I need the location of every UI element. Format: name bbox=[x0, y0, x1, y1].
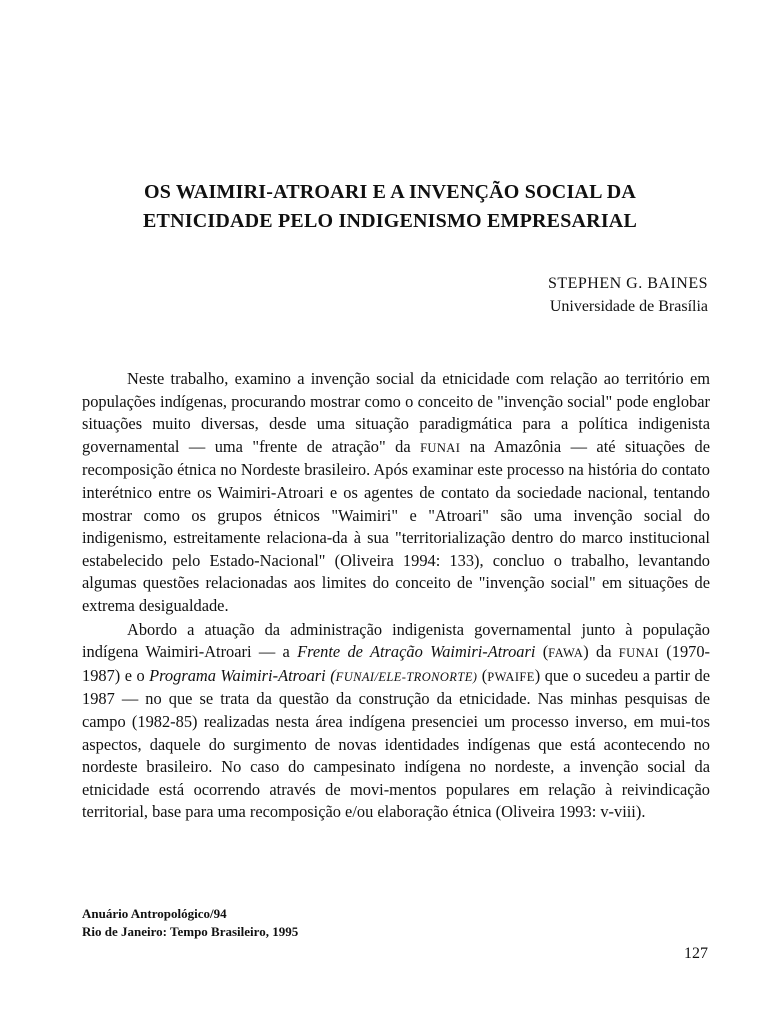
author-name: STEPHEN G. BAINES bbox=[547, 275, 708, 292]
paragraph-2-text-c: ) da bbox=[583, 642, 619, 662]
paragraph-2-text-b: ( bbox=[535, 642, 549, 662]
paragraph-2-text-d: (1970-1987) e o bbox=[82, 642, 710, 685]
page-number: 127 bbox=[684, 945, 708, 962]
article-body bbox=[82, 368, 710, 824]
author-block bbox=[548, 272, 708, 318]
paragraph-2-text-a: Abordo a atuação da administração indigenista governamental junto à população indígena Waimiri-Atroari — a bbox=[82, 619, 710, 662]
funai-abbrev-2: FUNAI bbox=[618, 646, 659, 661]
author-affiliation: Universidade de Brasília bbox=[549, 298, 708, 315]
publisher-line: Rio de Janeiro: Tempo Brasileiro, 1995 bbox=[82, 924, 299, 939]
program-name: Programa Waimiri-Atroari ( bbox=[149, 665, 336, 685]
funai-abbrev: FUNAI bbox=[420, 440, 461, 455]
paragraph-1-text-a: Neste trabalho, examino a invenção social da etnicidade com relação ao território em populações indígenas, procurando mostrar como o conceito de "invenção social" pode englobar situações muito diversas, desde uma situação paradigmática para a política indigenista governamental — uma "frente de atração" da bbox=[82, 369, 710, 456]
fawa-abbrev: FAWA bbox=[548, 646, 584, 661]
pwaife-abbrev: PWAIFE bbox=[487, 669, 535, 684]
paragraph-2-text-f: ) que o sucedeu a partir de 1987 — no que se trata da questão da construção da etnicidade. Nas minhas pesquisas de campo (1982-85) realizadas nesta área indígena presenciei um processo inverso, em mui-tos aspectos, daquele do surgimento de novas identidades indígenas que está acontecendo no nordeste brasileiro. No caso do campesinato indígena no nordeste, a invenção social da etnicidade está ocorrendo através de movi-mentos populares em relação à reivindicação territorial, base para uma recomposição e/ou elaboração étnica (Oliveira 1993: v-viii). bbox=[82, 665, 710, 822]
program-sponsors: FUNAI/ELE-TRONORTE) bbox=[335, 669, 478, 684]
paragraph-1-text-b: na Amazônia — até situações de recomposição étnica no Nordeste brasileiro. Após examinar este processo na história do contato interétnico entre os Waimiri-Atroari e os agentes de contato da sociedade nacional, tentando mostrar como os grupos étnicos "Waimiri" e "Atroari" são uma invenção social do indigenismo, estreitamente relaciona-da à sua "territorialização dentro do marco institucional estabelecido pelo Estado-Nacional" (Oliveira 1994: 133), concluo o trabalho, levantando algumas questões relacionadas aos limites do conceito de "invenção social" em situações de extrema desigualdade. bbox=[82, 436, 710, 615]
article-title bbox=[60, 178, 720, 236]
paragraph-1 bbox=[82, 368, 710, 618]
fawa-name: Frente de Atração Waimiri-Atroari bbox=[297, 642, 536, 662]
publication-footer bbox=[82, 905, 298, 941]
title-line-1: OS WAIMIRI-ATROARI E A INVENÇÃO SOCIAL DA bbox=[144, 181, 636, 203]
journal-name: Anuário Antropológico/94 bbox=[82, 906, 227, 921]
title-line-2: ETNICIDADE PELO INDIGENISMO EMPRESARIAL bbox=[143, 210, 637, 232]
paragraph-2-text-e: ( bbox=[477, 665, 488, 685]
paragraph-2 bbox=[82, 619, 710, 824]
